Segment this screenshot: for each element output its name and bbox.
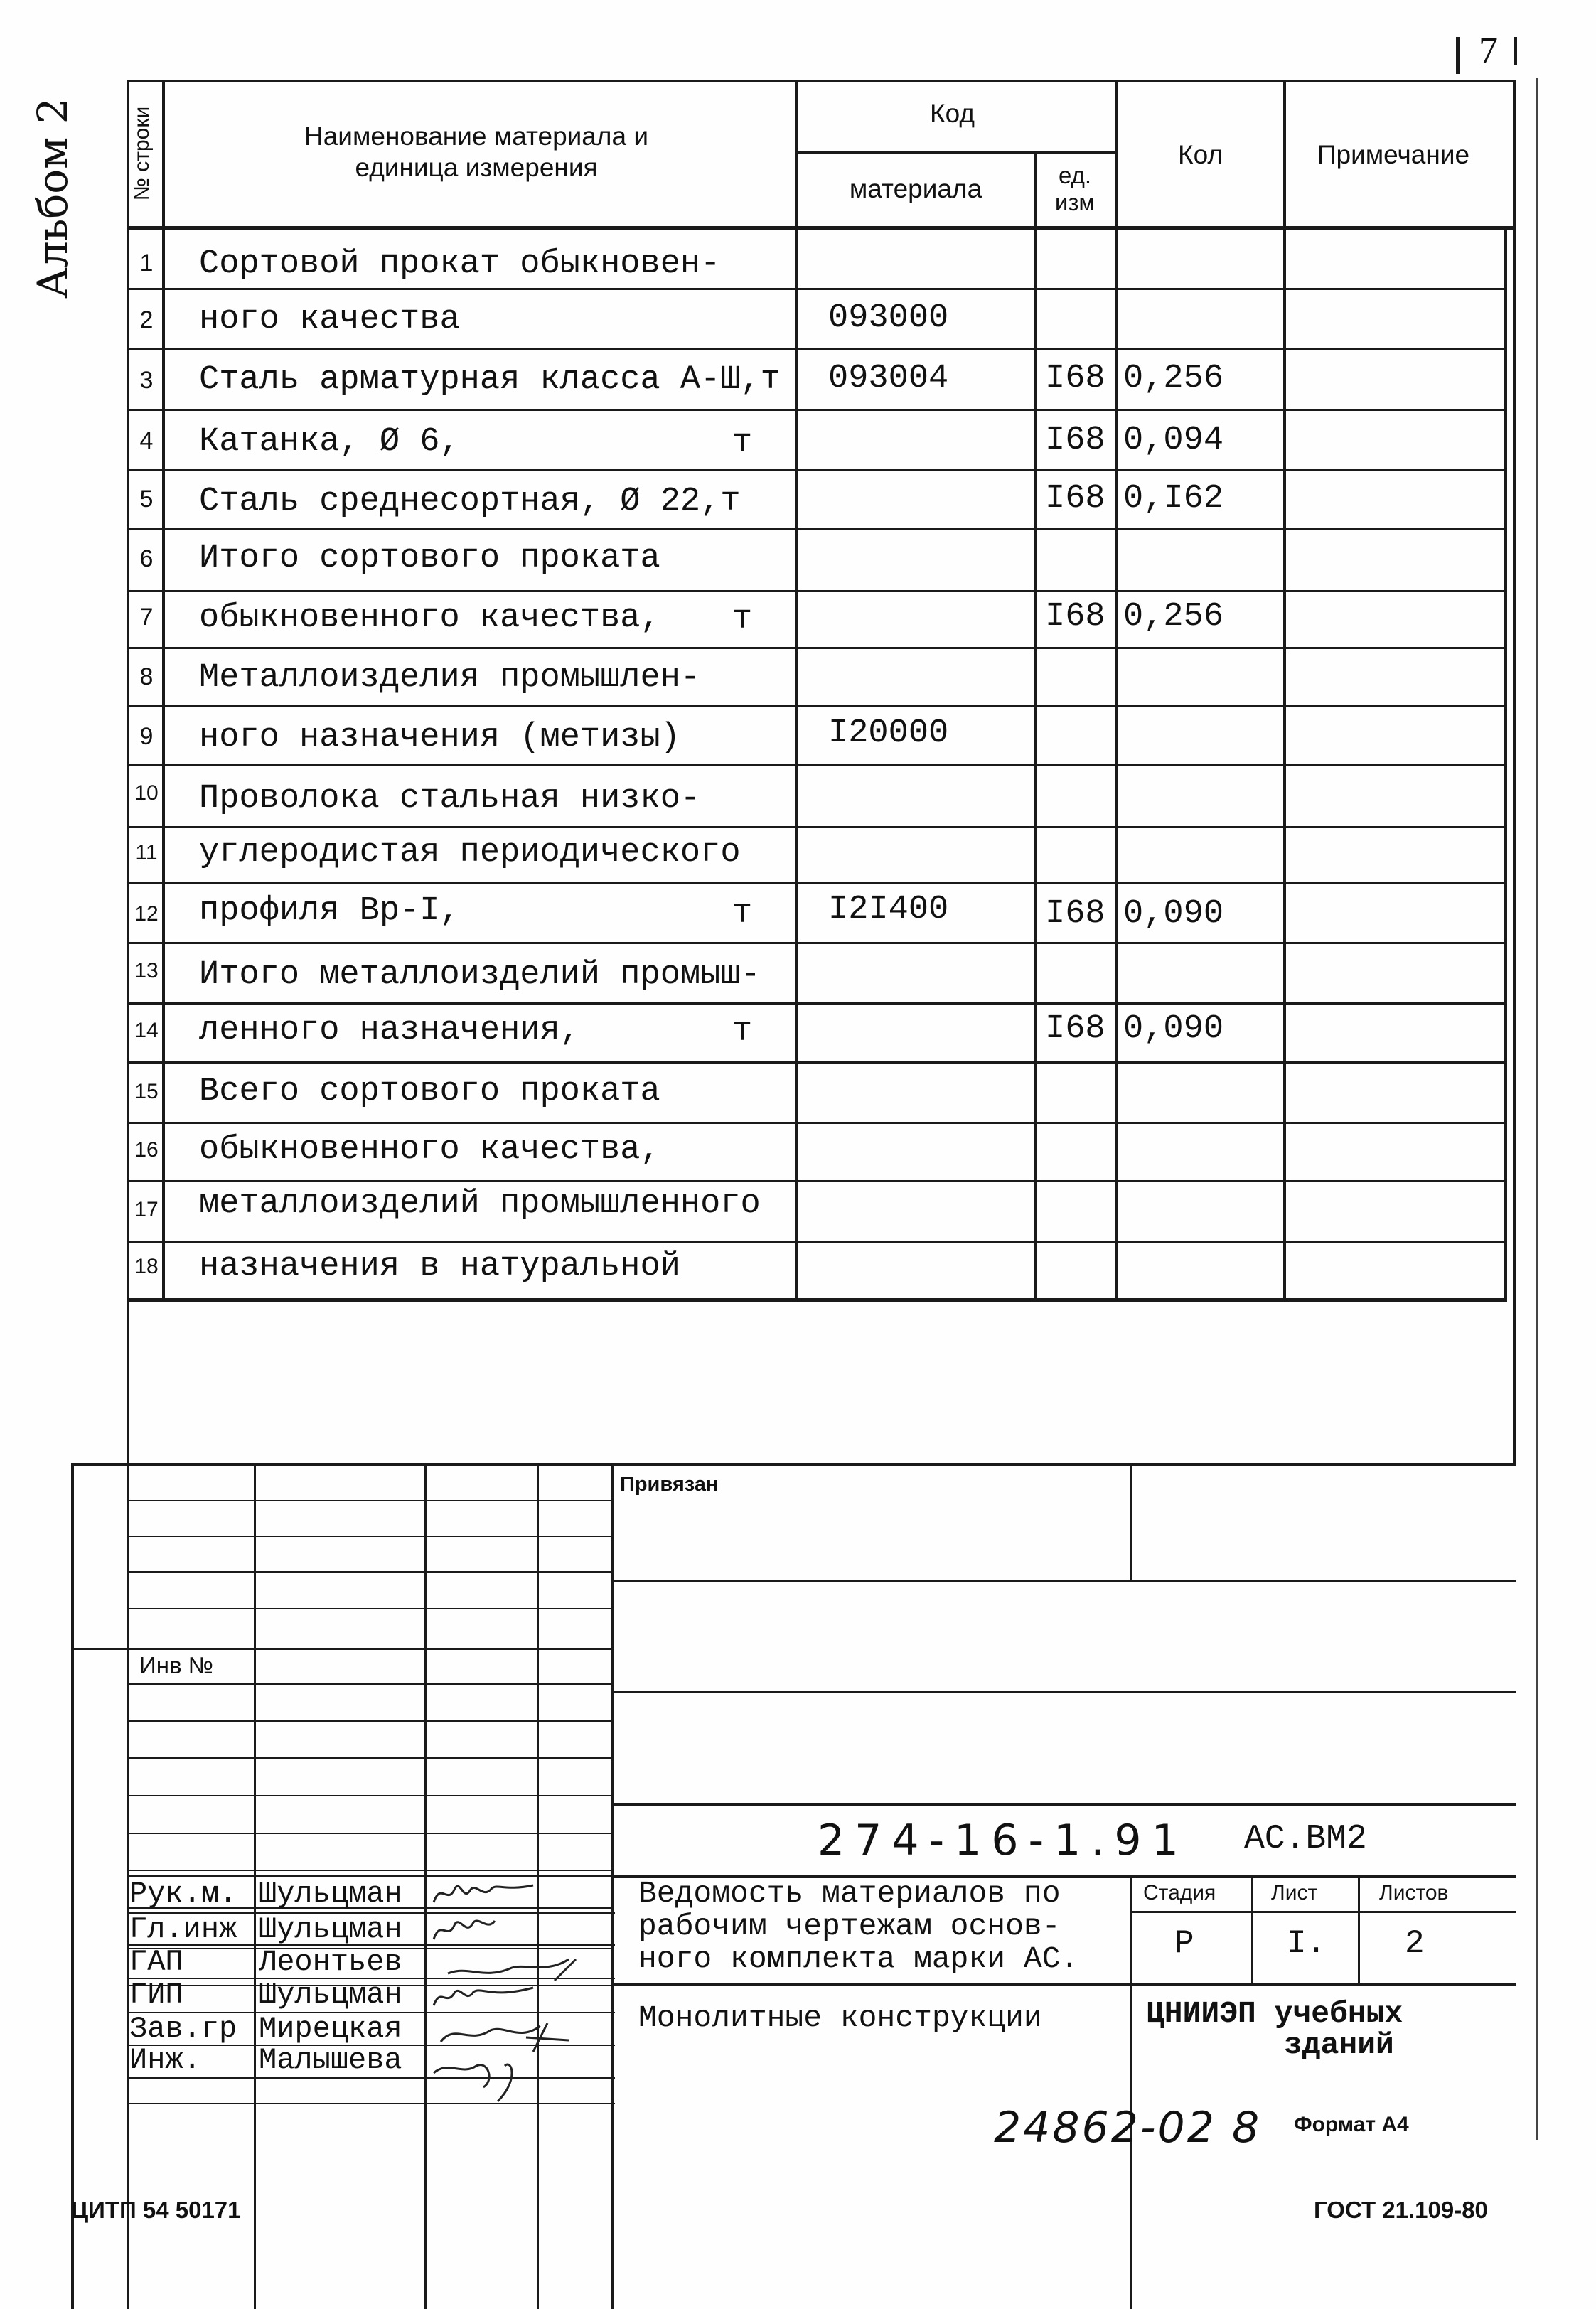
row-code: 093000 bbox=[828, 299, 949, 337]
row-unit: т bbox=[732, 601, 753, 638]
row-qty: 0,094 bbox=[1123, 422, 1224, 459]
person-name: Леонтьев bbox=[259, 1945, 402, 1979]
row-number: 17 bbox=[134, 1198, 159, 1221]
footer-right: ГОСТ 21.109-80 bbox=[1314, 2197, 1488, 2223]
row-number: 6 bbox=[139, 545, 154, 572]
row-name: профиля Вр-I, bbox=[199, 892, 460, 930]
row-unit-code: I68 bbox=[1045, 422, 1105, 459]
role-label: Инж. bbox=[129, 2043, 201, 2077]
role-label: Зав.гр bbox=[129, 2012, 237, 2046]
role-label: ГАП bbox=[129, 1945, 183, 1979]
sheet-value: I. bbox=[1287, 1925, 1327, 1962]
document-title-line-2: рабочим чертежам основ- bbox=[638, 1909, 1061, 1944]
stage-label: Стадия bbox=[1143, 1881, 1216, 1904]
row-name: ного качества bbox=[199, 301, 460, 338]
organization-line-1: ЦНИИЭП учебных bbox=[1146, 1996, 1403, 2031]
row-number: 5 bbox=[139, 486, 154, 513]
row-number: 8 bbox=[139, 663, 154, 690]
document-title-line-1: Ведомость материалов по bbox=[638, 1876, 1061, 1911]
row-number: 7 bbox=[139, 604, 154, 631]
header-row-no: № строки bbox=[130, 106, 154, 201]
row-number: 11 bbox=[135, 841, 158, 864]
row-name: назначения в натуральной bbox=[199, 1248, 680, 1285]
row-qty: 0,256 bbox=[1123, 598, 1224, 636]
row-code: I20000 bbox=[828, 714, 949, 752]
row-name: Сталь арматурная класса А-Ш,т bbox=[199, 361, 781, 399]
row-unit: т bbox=[732, 895, 753, 933]
row-number: 4 bbox=[139, 427, 154, 454]
organization-line-2: зданий bbox=[1284, 2027, 1394, 2062]
row-unit: т bbox=[732, 1013, 753, 1051]
format-label: Формат А4 bbox=[1294, 2113, 1409, 2136]
page-number: 7 bbox=[1479, 29, 1498, 72]
row-qty: 0,090 bbox=[1123, 1010, 1224, 1048]
row-code: I2I400 bbox=[828, 891, 949, 928]
row-number: 12 bbox=[134, 902, 159, 926]
row-number: 9 bbox=[139, 723, 154, 750]
header-note: Примечание bbox=[1317, 140, 1470, 169]
footer-left: ЦИТП 54 50171 bbox=[71, 2197, 241, 2223]
row-unit: т bbox=[732, 424, 753, 462]
row-unit-code: I68 bbox=[1045, 895, 1105, 933]
row-name: Итого сортового проката bbox=[199, 540, 660, 577]
row-name: Металлоизделия промышлен- bbox=[199, 659, 701, 697]
row-qty: 0,256 bbox=[1123, 360, 1224, 397]
role-label: Гл.инж bbox=[129, 1912, 237, 1946]
row-name: Итого металлоизделий промыш- bbox=[199, 956, 761, 994]
row-name: Всего сортового проката bbox=[199, 1073, 660, 1110]
row-unit-code: I68 bbox=[1045, 360, 1105, 397]
album-label: Альбом 2 bbox=[28, 97, 77, 299]
row-name: Сталь среднесортная, Ø 22,т bbox=[199, 483, 741, 520]
row-number: 15 bbox=[134, 1080, 159, 1103]
person-name: Малышева bbox=[259, 2043, 402, 2077]
sheets-label: Листов bbox=[1379, 1881, 1449, 1904]
row-name: металлоизделий промышленного bbox=[199, 1185, 761, 1223]
sheet-label: Лист bbox=[1271, 1881, 1318, 1904]
row-unit-code: I68 bbox=[1045, 598, 1105, 636]
row-number: 3 bbox=[139, 367, 154, 394]
linked-label: Привязан bbox=[620, 1473, 719, 1496]
header-qty: Кол bbox=[1178, 140, 1223, 169]
stage-value: Р bbox=[1174, 1925, 1194, 1962]
document-mark: АС.ВМ2 bbox=[1244, 1820, 1367, 1858]
header-name: Наименование материала и единица измерения bbox=[304, 122, 649, 182]
person-name: Шульцман bbox=[259, 1877, 402, 1911]
person-name: Мирецкая bbox=[259, 2012, 402, 2046]
document-code: 274-16-1.91 bbox=[818, 1816, 1189, 1865]
signatures-icon bbox=[427, 1874, 611, 2109]
handwritten-number: 24862-02 8 bbox=[994, 2103, 1262, 2153]
inventory-number-label: Инв № bbox=[139, 1652, 214, 1678]
header-code-unit: ед. изм bbox=[1054, 162, 1096, 215]
row-name: углеродистая периодического bbox=[199, 834, 741, 872]
row-number: 14 bbox=[134, 1019, 159, 1042]
header-code-material: материала bbox=[849, 174, 982, 203]
role-label: Рук.м. bbox=[129, 1877, 237, 1911]
row-name: Проволока стальная низко- bbox=[199, 780, 701, 818]
header-code: Код bbox=[930, 99, 975, 128]
row-number: 16 bbox=[134, 1138, 159, 1162]
row-number: 13 bbox=[134, 959, 159, 982]
row-qty: 0,090 bbox=[1123, 895, 1224, 933]
row-number: 18 bbox=[134, 1255, 159, 1278]
row-name: обыкновенного качества, bbox=[199, 599, 660, 637]
sheets-value: 2 bbox=[1405, 1925, 1425, 1962]
person-name: Шульцман bbox=[259, 1912, 402, 1946]
document-title-line-3: ного комплекта марки АС. bbox=[638, 1941, 1079, 1976]
row-name: ного назначения (метизы) bbox=[199, 719, 680, 756]
object-name: Монолитные конструкции bbox=[638, 2000, 1042, 2035]
row-number: 1 bbox=[139, 250, 154, 277]
row-number: 10 bbox=[134, 781, 159, 805]
row-name: Катанка, Ø 6, bbox=[199, 423, 460, 461]
row-number: 2 bbox=[139, 306, 154, 333]
row-qty: 0,I62 bbox=[1123, 480, 1224, 518]
role-label: ГИП bbox=[129, 1978, 183, 2012]
person-name: Шульцман bbox=[259, 1978, 402, 2012]
row-unit-code: I68 bbox=[1045, 480, 1105, 518]
row-name: Сортовой прокат обыкновен- bbox=[199, 245, 721, 283]
row-unit-code: I68 bbox=[1045, 1010, 1105, 1048]
row-code: 093004 bbox=[828, 360, 949, 397]
row-name: ленного назначения, bbox=[199, 1012, 580, 1049]
row-name: обыкновенного качества, bbox=[199, 1131, 660, 1169]
